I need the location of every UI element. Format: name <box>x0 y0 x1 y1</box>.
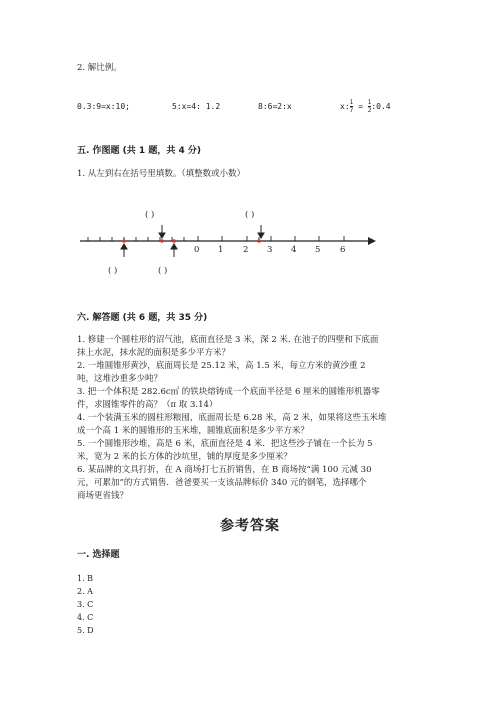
up-arrow-head <box>171 244 177 249</box>
problem-line: 元，可累加”的方式销售．爸爸要买一支该品牌标价 340 元的钢笔，选择哪个 <box>77 478 367 488</box>
equation-4-equals: = <box>353 102 368 111</box>
tick-label-2: 2 <box>243 245 249 255</box>
problem-line: 5. 一个圆锥形沙堆，高是 6 米，底面直径是 4 米．把这些沙子铺在一个长为 5 <box>77 439 373 449</box>
equation-2: 5:x=4: 1.2 <box>172 102 221 111</box>
answer-bracket-top-1[interactable]: ( ) <box>145 210 155 220</box>
problem-line: 1. 修建一个圆柱形的沼气池，底面直径是 3 米，深 2 米. 在池子的四壁和下底面 <box>77 335 379 345</box>
section-heading-solve-proportion: 2. 解比例。 <box>77 63 122 73</box>
problem-line: 件，求圆锥零件的高？（π 取 3.14） <box>77 400 218 410</box>
tick-label-3: 3 <box>267 245 273 255</box>
fraction-numerator: 1 <box>349 99 354 106</box>
red-point <box>172 239 176 243</box>
answer-bracket-bottom-1[interactable]: ( ) <box>108 266 118 276</box>
section-title-solve-problems: 六. 解答题 (共 6 题，共 35 分) <box>77 313 208 323</box>
answer-bracket-bottom-2[interactable]: ( ) <box>158 266 168 276</box>
problem-list <box>77 334 386 503</box>
answer-bracket-top-2[interactable]: ( ) <box>245 210 255 220</box>
problem-line: 米，宽为 2 米的长方体的沙坑里，铺的厚度是多少厘米？ <box>77 452 292 462</box>
tick-label-1: 1 <box>218 245 224 255</box>
number-line-svg <box>78 205 378 285</box>
equation-4 <box>340 99 391 114</box>
tick-label-0: 0 <box>194 245 200 255</box>
fraction-numerator: 1 <box>367 99 372 106</box>
problem-line: 2. 一堆圆锥形黄沙，底面周长是 25.12 米，高 1.5 米，每立方米的黄沙重 2 <box>77 361 366 371</box>
tick-label-5: 5 <box>315 245 321 255</box>
equation-4-suffix: :0.4 <box>371 102 391 111</box>
red-point <box>122 239 126 243</box>
answer-list <box>77 572 94 637</box>
problem-line: 吨，这堆沙重多少吨？ <box>77 374 163 384</box>
tick-label-4: 4 <box>291 245 297 255</box>
answer-item: 2. A <box>77 587 93 596</box>
answer-item: 3. C <box>77 600 94 609</box>
equation-1: 0.3:9=x:10; <box>77 102 130 111</box>
section-title-drawing: 五. 作图题 (共 1 题，共 4 分) <box>77 146 201 156</box>
equation-4-prefix: x: <box>340 102 350 111</box>
red-point <box>257 239 261 243</box>
tick-label-6: 6 <box>340 245 346 255</box>
problem-line: 3. 把一个体积是 282.6c㎡ 的铁块熔铸成一个底面半径是 6 厘米的圆锥形机器零 <box>77 387 380 397</box>
fraction-denominator: 7 <box>349 107 354 114</box>
answers-section-choice: 一. 选择题 <box>77 550 120 560</box>
problem-line: 商场更省钱？ <box>77 491 129 501</box>
fraction-denominator: 2 <box>367 107 372 114</box>
answer-item: 4. C <box>77 613 94 622</box>
answer-item: 5. D <box>77 626 94 635</box>
problem-line: 成一个高 1 米的圆锥形的玉米堆，圆锥底面积是多少平方米？ <box>77 426 309 436</box>
answers-title: 参考答案 <box>220 518 280 534</box>
question-fill-brackets: 1. 从左到右在括号里填数。（填整数或小数） <box>77 169 246 179</box>
number-line-figure <box>78 205 378 285</box>
problem-line: 抹上水泥，抹水泥的面积是多少平方米？ <box>77 348 231 358</box>
equation-3: 8:6=2:x <box>258 102 292 111</box>
problem-line: 4. 一个装满玉米的圆柱形粮囤，底面周长是 6.28 米，高 2 米，如果将这些玉米堆 <box>77 413 387 423</box>
answer-item: 1. B <box>77 574 94 583</box>
number-line-arrow-head <box>368 237 376 245</box>
up-arrow-head <box>121 244 127 249</box>
problem-line: 6. 某品牌的文具打折，在 A 商场打七五折销售，在 B 商场按“满 100 元减 30 <box>77 465 372 475</box>
red-point <box>160 239 164 243</box>
